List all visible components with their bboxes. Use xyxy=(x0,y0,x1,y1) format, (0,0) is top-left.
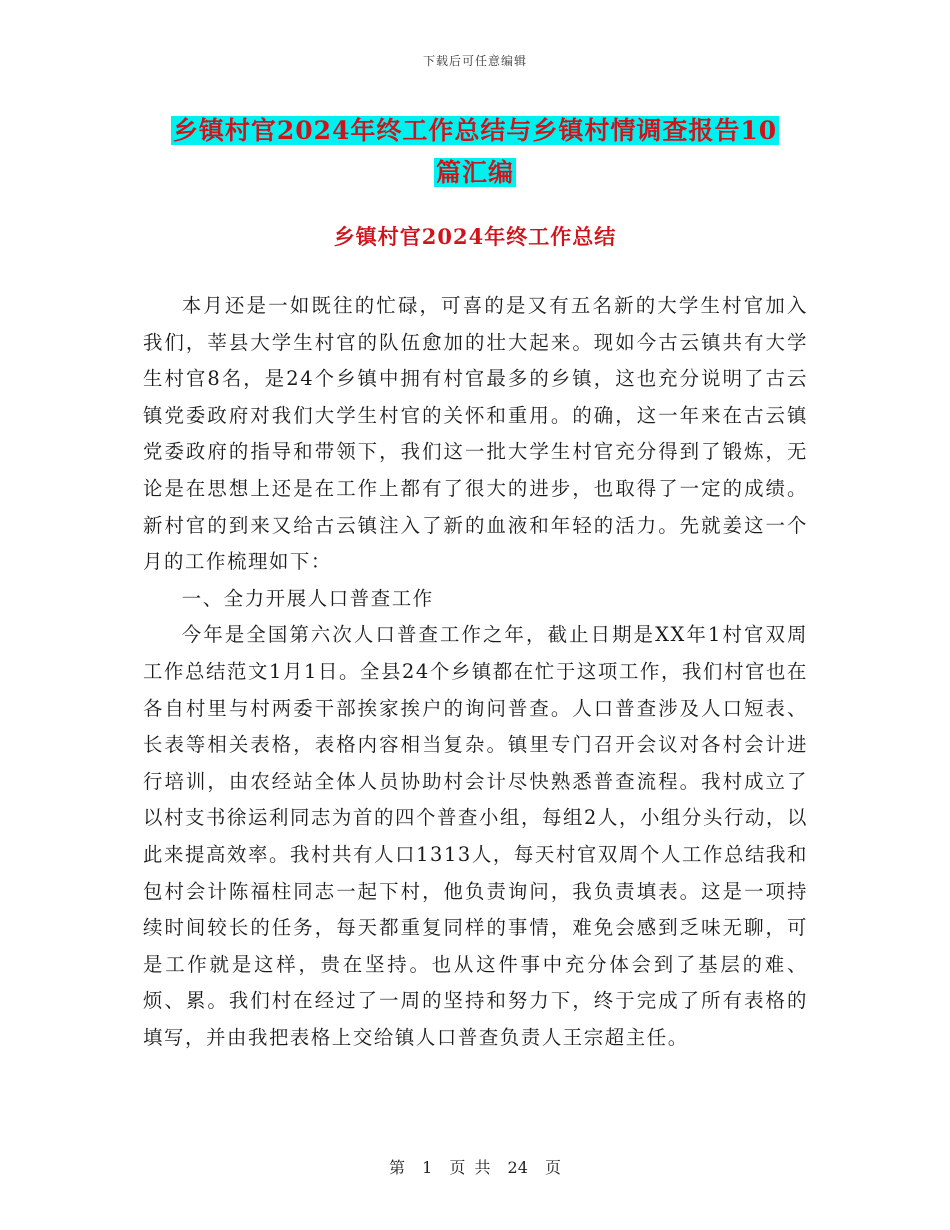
header-note: 下载后可任意编辑 xyxy=(422,54,527,68)
document-title-line-1 xyxy=(0,110,950,152)
title-highlight-2: 篇汇编 xyxy=(435,158,514,187)
page-prefix: 第 xyxy=(388,1158,405,1177)
paragraph-census-work: 今年是全国第六次人口普查工作之年，截止日期是XX年1村官双周工作总结范文1月1日。全县24个乡镇都在忙于这项工作，我们村官也在各自村里与村两委干部挨家挨户的询问普查。人口普查涉及人口短表、长表等相关表格，表格内容相当复杂。镇里专门召开会议对各村会计进行培训，由农经站全体人员协助村会计尽快熟悉普查流程。我村成立了以村支书徐运利同志为首的四个普查小组，每组2人，小组分头行动，以此来提高效率。我村共有人口1313人，每天村官双周个人工作总结我和包村会计陈福柱同志一起下村，他负责询问，我负责填表。这是一项持续时间较长的任务，每天都重复同样的事情，难免会感到乏味无聊，可是工作就是这样，贵在坚持。也从这件事中充分体会到了基层的难、烦、累。我们村在经过了一周的坚持和努力下，终于完成了所有表格的填写，并由我把表格上交给镇人口普查负责人王宗超主任。 xyxy=(143,623,808,1049)
section-title: 乡镇村官2024年终工作总结 xyxy=(333,224,617,249)
page-footer xyxy=(0,1155,950,1178)
page-current: 1 xyxy=(422,1158,433,1177)
paragraph-heading-census: 一、全力开展人口普查工作 xyxy=(181,586,434,610)
page-suffix: 页 xyxy=(545,1158,562,1177)
page-total: 24 xyxy=(507,1158,528,1177)
page-middle: 页 共 xyxy=(449,1158,491,1177)
document-title xyxy=(0,110,950,194)
document-title-line-2 xyxy=(0,152,950,194)
title-highlight-1: 乡镇村官2024年终工作总结与乡镇村情调查报告10 xyxy=(172,116,778,145)
paragraph-intro: 本月还是一如既往的忙碌，可喜的是又有五名新的大学生村官加入我们，莘县大学生村官的队伍愈加的壮大起来。现如今古云镇共有大学生村官8名，是24个乡镇中拥有村官最多的乡镇，这也充分说明了古云镇党委政府对我们大学生村官的关怀和重用。的确，这一年来在古云镇党委政府的指导和带领下，我们这一批大学生村官充分得到了锻炼，无论是在思想上还是在工作上都有了很大的进步，也取得了一定的成绩。新村官的到来又给古云镇注入了新的血液和年轻的活力。先就姜这一个月的工作梳理如下： xyxy=(143,294,808,574)
document-body xyxy=(143,288,808,1056)
